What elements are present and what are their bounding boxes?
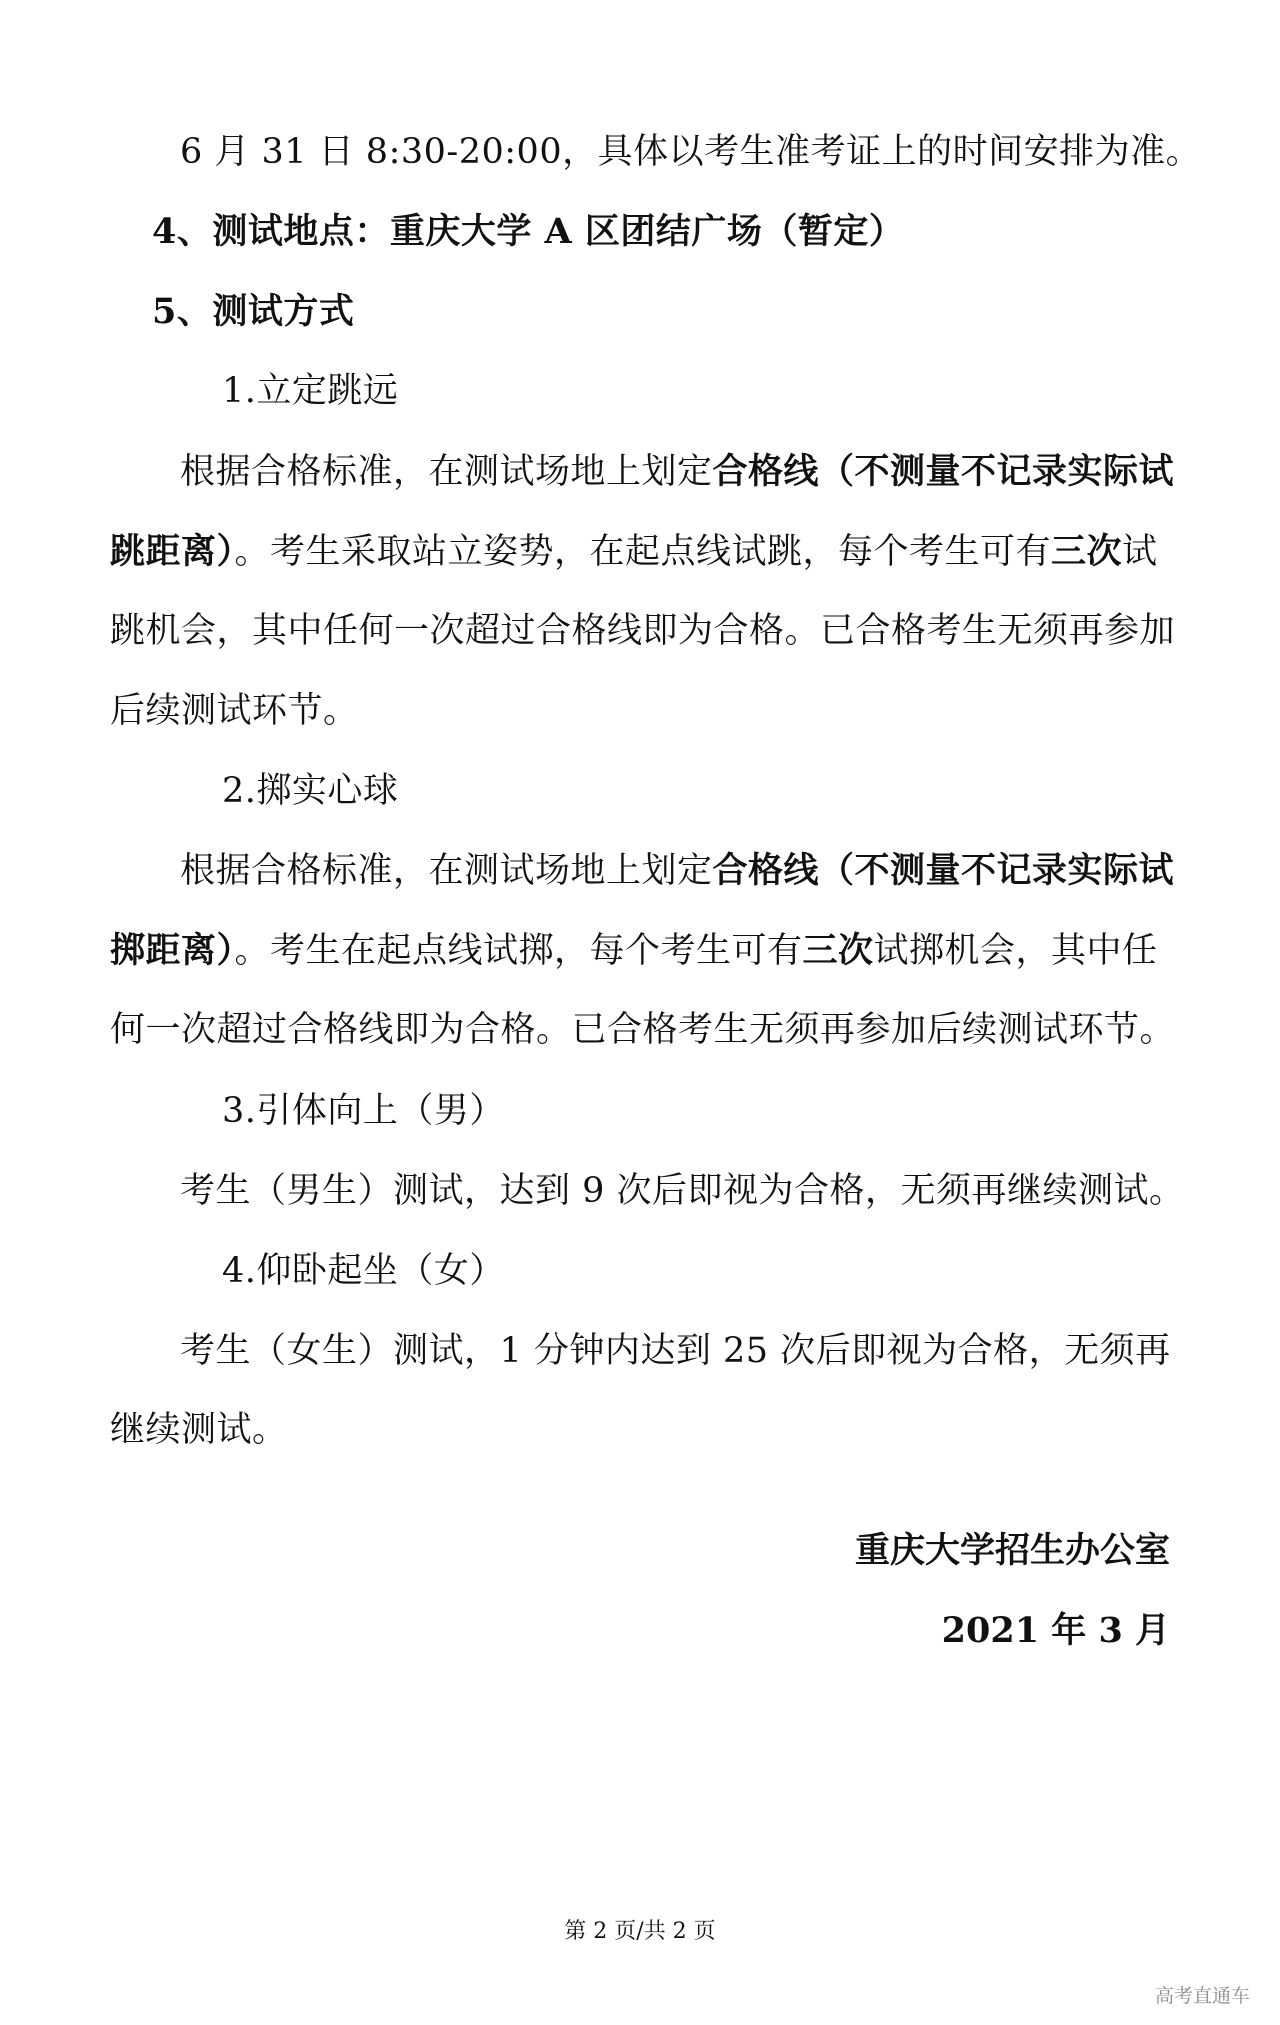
signature-org: 重庆大学招生办公室 [854, 1530, 1170, 1571]
item-2-line-2-text: 。考生在起点线试掷，每个考生可有 [234, 931, 803, 971]
item-2-line-1 [180, 851, 1240, 891]
item-3-line-1: 考生（男生）测试，达到 9 次后即视为合格，无须再继续测试。 [180, 1171, 1185, 1211]
item-2-line-2-emphasis: 三次 [802, 930, 874, 971]
item-2-line-1-text: 根据合格标准，在测试场地上划定 [180, 851, 713, 891]
item-1-line-2-bold: 跳距离） [110, 531, 235, 572]
item-2-line-1-bold: 合格线（不测量不记录实际试 [712, 850, 1175, 891]
item-2-title: 2.掷实心球 [222, 771, 399, 811]
section-4-location: 4、测试地点：重庆大学 A 区团结广场（暂定） [152, 211, 905, 252]
item-1-line-4: 后续测试环节。 [110, 691, 359, 731]
page-number-footer: 第 2 页/共 2 页 [564, 1919, 716, 1944]
item-1-line-1-bold: 合格线（不测量不记录实际试 [712, 451, 1175, 492]
item-2-line-2 [110, 931, 1170, 971]
item-3-title: 3.引体向上（男） [222, 1091, 505, 1131]
item-1-line-1 [180, 452, 1240, 492]
item-2-line-3: 何一次超过合格线即为合格。已合格考生无须再参加后续测试环节。 [110, 1010, 1176, 1050]
signature-date: 2021 年 3 月 [941, 1610, 1170, 1651]
item-4-line-1: 考生（女生）测试，1 分钟内达到 25 次后即视为合格，无须再 [180, 1331, 1171, 1371]
section-5-method: 5、测试方式 [152, 291, 355, 332]
item-1-line-3: 跳机会，其中任何一次超过合格线即为合格。已合格考生无须再参加 [110, 611, 1176, 651]
item-1-line-2 [110, 532, 1170, 572]
item-2-line-2-tail: 试掷机会，其中任 [873, 931, 1158, 971]
watermark-text: 高考直通车 [1154, 1985, 1250, 2007]
item-1-line-1-text: 根据合格标准，在测试场地上划定 [180, 452, 713, 492]
item-4-line-2: 继续测试。 [110, 1410, 288, 1450]
item-1-line-2-text: 。考生采取站立姿势，在起点线试跳，每个考生可有 [234, 532, 1052, 572]
item-4-title: 4.仰卧起坐（女） [222, 1251, 505, 1291]
item-1-line-2-tail: 试 [1122, 532, 1158, 572]
item-2-line-2-bold: 掷距离） [110, 930, 235, 971]
item-1-title: 1.立定跳远 [222, 371, 399, 411]
schedule-line: 6 月 31 日 8:30-20:00，具体以考生准考证上的时间安排为准。 [180, 132, 1202, 172]
item-1-line-2-emphasis: 三次 [1051, 531, 1123, 572]
